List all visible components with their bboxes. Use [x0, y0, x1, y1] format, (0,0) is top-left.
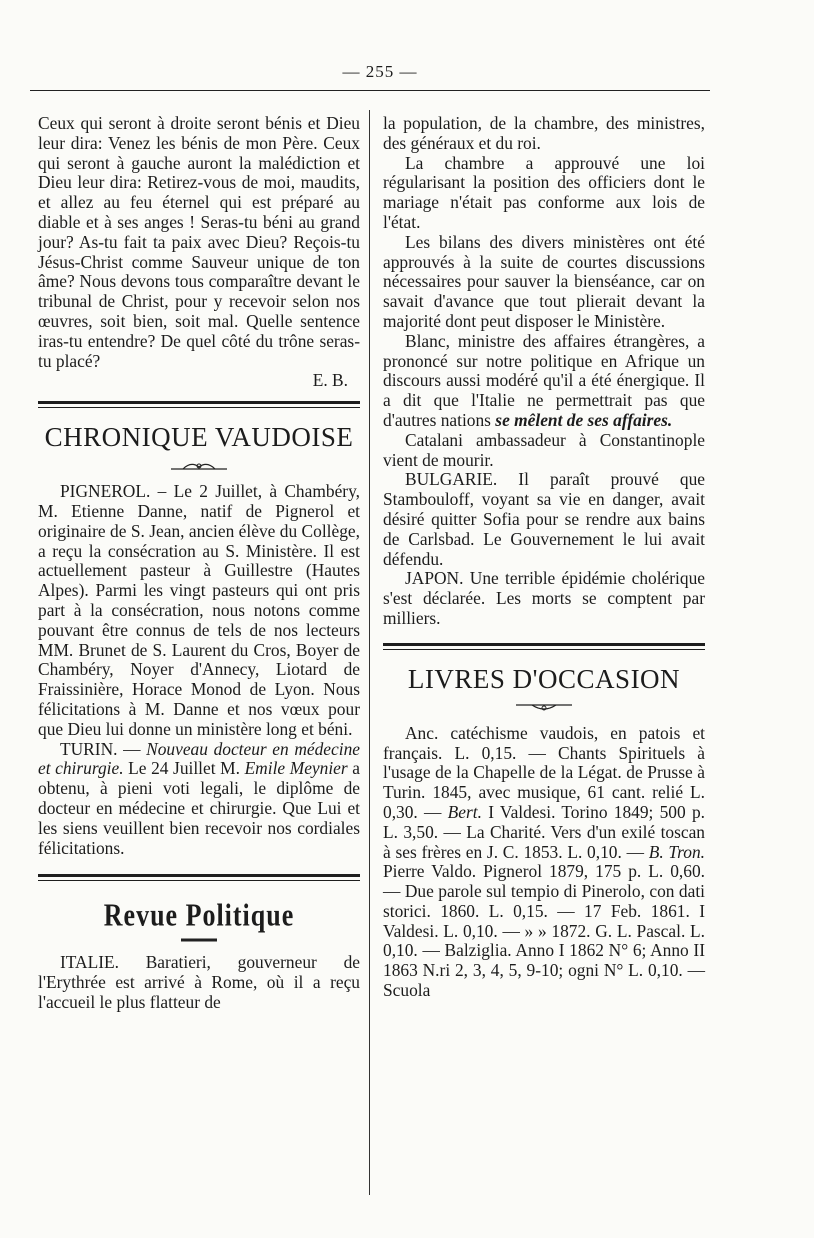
bilans-paragraph: Les bilans des divers ministères ont été approuvés à la suite de courtes discussions nécessaires pour sauver la bienséance, car on savait d'avance que tout plierait devant la majorité dont peut disposer le Ministère. [383, 231, 705, 331]
section-rule [383, 643, 705, 650]
column-divider [369, 110, 370, 1195]
page-number: — 255 — [342, 62, 418, 81]
turin-person-name: Emile Meynier [244, 758, 348, 779]
sermon-ending-paragraph: Ceux qui seront à droite seront bénis et Dieu leur dira: Venez les bénis de mon Père. Ceux qui seront à gauche auront la malédiction et Dieu leur dira: Retirez-vous de moi, maudits, et allez au feu éternel qui est préparé au diable et à ses anges ! Seras-tu béni au grand jour? As-tu fait ta paix avec Dieu? Reçois-tu Jésus-Christ comme Sauveur unique de ton âme? Nous devons tous comparaître devant le tribunal de Christ, pour y recevoir selon nos œuvres, soit bien, soit mal. Quelle sentence iras-tu entendre? De quel côté du trône seras-tu placé? [38, 113, 360, 371]
livres-part-3: Pierre Valdo. Pignerol 1879, 175 p. L. 0,60. — Due parole sul tempio di Pinerolo, con dati storici. 1860. L. 0,15. — 17 Feb. 1861. I Valdesi. L. 0,10. — » » 1872. G. L. Pascal. L. 0,10. — Balziglia. Anno I 1862 N° 6; Anno II 1863 N.ri 2, 3, 4, 5, 9-10; ogni N° L. 0,10. — Scuola [383, 861, 705, 1001]
livres-part-2: I Valdesi. Torino 1849; 500 p. L. 3,50. — La Charité. Vers d'un exilé toscan à ses frères en J. C. 1853. L. 0,10. — [383, 801, 705, 862]
turin-text-2: a obtenu, à pieni voti legali, le diplôme de docteur en médecine et chirurgie. Que Lui et les siens veuillent bien recevoir nos cordiales félicitations. [38, 758, 360, 858]
italie-news-paragraph: ITALIE. Baratieri, gouverneur de l'Erythrée est arrivé à Rome, où il a reçu l'accueil le plus flatteur de [38, 952, 360, 1012]
blanc-italic-quote: se mêlent de ses affaires. [495, 409, 673, 430]
divider-dash-icon [179, 937, 219, 943]
chambre-paragraph: La chambre a approuvé une loi régularisant la position des officiers dont le mariage n'était pas conforme aux lois de l'état. [383, 152, 705, 232]
pignerol-news-paragraph: PIGNEROL. – Le 2 Juillet, à Chambéry, M. Etienne Danne, natif de Pignerol et originaire de S. Jean, ancien élève du Collège, a reçu la consécration au S. Ministère. Il est actuellement pasteur à Guillestre (Hautes Alpes). Parmi les vingt pasteurs qui ont pris part à la consécration, nous notons comme pouvant être connus de tels de nos lecteurs MM. Brunet de S. Laurent du Cros, Boyer de Chambéry, Noyer d'Annecy, Liotard de Fraissinière, Horace Monod de Lyon. Nous félicitations à M. Danne et nos vœux pour que Dieu lui donne un ministère long et béni. [38, 481, 360, 739]
turin-italic-heading: Nouveau docteur en médecine et chirurgie. [38, 738, 360, 779]
japon-paragraph: JAPON. Une terrible épidémie cholérique s'est déclarée. Les morts se comptent par milliers. [383, 568, 705, 628]
chronique-vaudoise-heading: CHRONIQUE VAUDOISE [44, 422, 354, 453]
livres-occasion-heading: LIVRES D'OCCASION [407, 663, 681, 694]
left-column [38, 114, 360, 1013]
right-column [383, 114, 705, 1001]
section-rule [38, 401, 360, 408]
header-rule [30, 90, 710, 91]
livres-part-1: Anc. catéchisme vaudois, en patois et français. L. 0,15. — Chants Spirituels à l'usage de la Chapelle de la Légat. de Prusse à Turin. 1845, avec musique, 61 cant. relié L. 0,30. — [383, 722, 705, 822]
livres-author-bert: Bert. [447, 801, 482, 822]
turin-news-paragraph [38, 740, 360, 859]
catalani-paragraph: Catalani ambassadeur à Constantinople vient de mourir. [383, 429, 705, 470]
blanc-paragraph [383, 332, 705, 431]
livres-author-tron: B. Tron. [648, 841, 706, 862]
livres-listing-paragraph [383, 724, 705, 1001]
blanc-text: Blanc, ministre des affaires étrangères, a prononcé sur notre politique en Afrique un discours aussi modéré qu'il a été énergique. Il a dit que l'Italie ne permettrait pas que d'autres nations [383, 330, 705, 430]
ornament-icon [169, 458, 229, 472]
ornament-icon [514, 700, 574, 714]
revue-politique-heading: Revue Politique [103, 898, 295, 934]
turin-text-1: Le 24 Juillet M. [128, 758, 240, 779]
bulgarie-paragraph: BULGARIE. Il paraît prouvé que Stambouloff, voyant sa vie en danger, avait désiré quitter Sofia pour se rendre aux bains de Carlsbad. Le Gouvernement le lui avait défendu. [383, 469, 705, 569]
section-rule [38, 874, 360, 881]
italie-continuation-paragraph: la population, de la chambre, des ministres, des généraux et du roi. [383, 113, 705, 153]
author-signature: E. B. [312, 370, 348, 391]
turin-lead: TURIN. — [60, 738, 141, 759]
